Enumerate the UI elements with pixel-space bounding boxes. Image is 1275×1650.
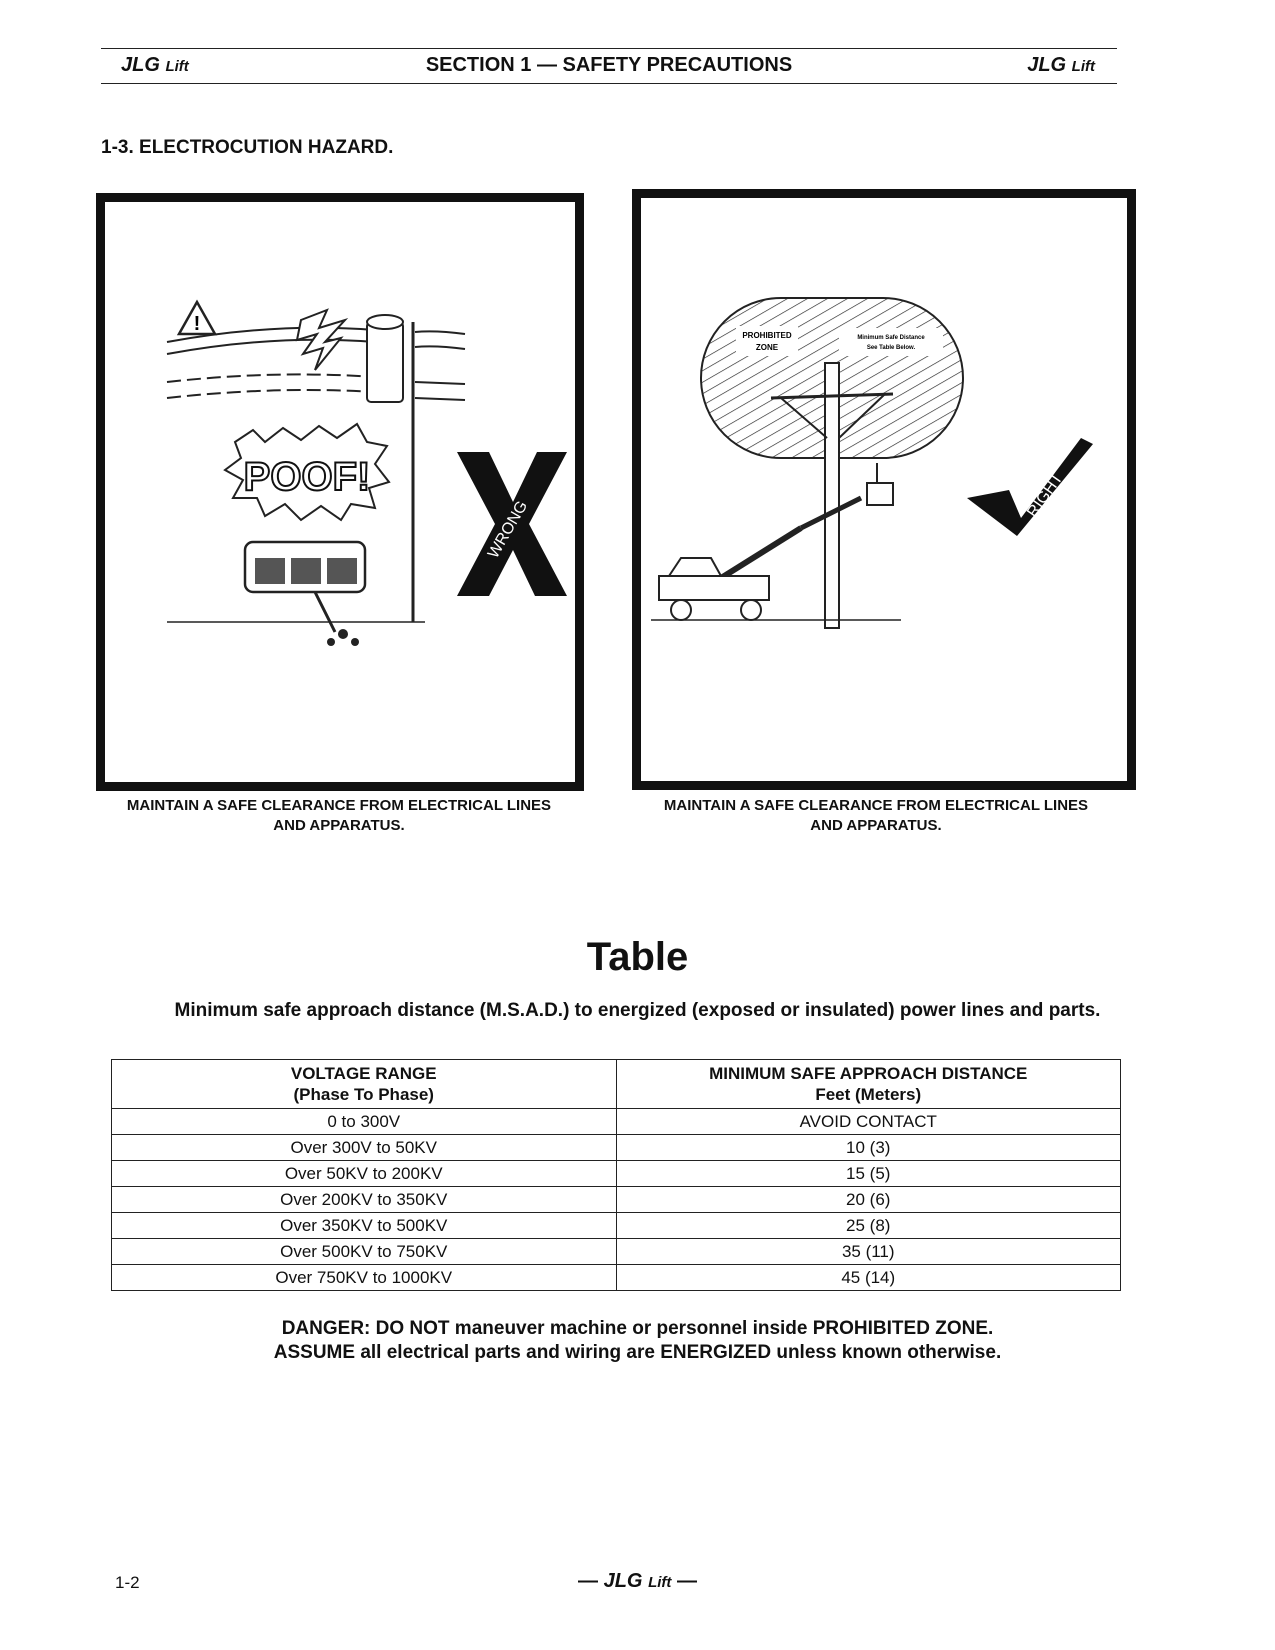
table-row (112, 1239, 1121, 1265)
table-row (112, 1213, 1121, 1239)
voltage-cell: Over 500KV to 750KV (112, 1239, 617, 1265)
distance-cell: AVOID CONTACT (616, 1109, 1121, 1135)
danger-line2: ASSUME all electrical parts and wiring are ENERGIZED unless known otherwise. (273, 1342, 1002, 1363)
wrong-caption (100, 796, 578, 836)
header-right-logo (1027, 54, 1095, 77)
distance-header-line1: MINIMUM SAFE APPROACH DISTANCE (709, 1064, 1028, 1083)
header-right-logo-text: JLG (1027, 54, 1067, 76)
footer-dash-left: — (578, 1570, 599, 1592)
voltage-cell: Over 350KV to 500KV (112, 1213, 617, 1239)
voltage-cell: Over 50KV to 200KV (112, 1161, 617, 1187)
table-row (112, 1135, 1121, 1161)
header-right-logo-suffix: Lift (1071, 58, 1095, 75)
table-title: Table (586, 935, 689, 979)
right-check-mark (967, 438, 1093, 536)
header-left-logo-suffix: Lift (165, 58, 189, 75)
right-caption-line1: MAINTAIN A SAFE CLEARANCE FROM ELECTRICAL LINES (663, 797, 1089, 814)
zone-label-line1: PROHIBITED (742, 331, 792, 340)
page-header (101, 48, 1117, 84)
wrong-caption-line2: AND APPARATUS. (273, 817, 405, 834)
header-left-logo-text: JLG (121, 54, 160, 76)
header-section-title: SECTION 1 — SAFETY PRECAUTIONS (425, 54, 793, 76)
table-row (112, 1161, 1121, 1187)
wrong-x-mark (457, 452, 567, 596)
distance-cell: 45 (14) (616, 1265, 1121, 1291)
wrong-illustration-panel (96, 193, 584, 791)
wrong-caption-line1: MAINTAIN A SAFE CLEARANCE FROM ELECTRICAL LINES (126, 797, 552, 814)
voltage-cell: Over 200KV to 350KV (112, 1187, 617, 1213)
table-row (112, 1109, 1121, 1135)
voltage-cell: Over 300V to 50KV (112, 1135, 617, 1161)
distance-cell: 35 (11) (616, 1239, 1121, 1265)
table-row (112, 1265, 1121, 1291)
table-subtitle: Minimum safe approach distance (M.S.A.D.) to energized (exposed or insulated) power lines and parts. (174, 1000, 1101, 1021)
svg-text:!: ! (193, 313, 201, 335)
section-heading: 1-3. ELECTROCUTION HAZARD. (101, 137, 394, 158)
distance-cell: 25 (8) (616, 1213, 1121, 1239)
distance-header (616, 1060, 1121, 1109)
distance-header-line2: Feet (Meters) (815, 1085, 922, 1104)
msad-table (111, 1059, 1121, 1291)
table-header-row (112, 1060, 1121, 1109)
zone-label-line2: ZONE (755, 343, 779, 352)
distance-cell: 10 (3) (616, 1135, 1121, 1161)
danger-notice (0, 1317, 1275, 1365)
msad-label-line1: Minimum Safe Distance (857, 335, 925, 341)
footer-logo-suffix: Lift (648, 1574, 672, 1591)
footer-logo (0, 1570, 1275, 1593)
wrong-illustration (105, 202, 575, 782)
distance-cell: 15 (5) (616, 1161, 1121, 1187)
header-left-logo (121, 54, 189, 77)
msad-label-line2: See Table Below. (866, 345, 916, 351)
right-illustration-panel (632, 189, 1136, 790)
voltage-header-line2: (Phase To Phase) (293, 1085, 434, 1104)
poof-text: POOF! (243, 455, 371, 499)
danger-line1: DANGER: DO NOT maneuver machine or personnel inside PROHIBITED ZONE. (281, 1318, 994, 1339)
voltage-cell: Over 750KV to 1000KV (112, 1265, 617, 1291)
page-number: 1-2 (115, 1573, 140, 1592)
right-caption-line2: AND APPARATUS. (810, 817, 942, 834)
right-caption (635, 796, 1117, 836)
table-row (112, 1187, 1121, 1213)
distance-cell: 20 (6) (616, 1187, 1121, 1213)
voltage-cell: 0 to 300V (112, 1109, 617, 1135)
footer-logo-text: JLG (603, 1570, 643, 1592)
right-mark-text: RIGHT (1024, 470, 1067, 521)
voltage-range-header (112, 1060, 617, 1109)
wrong-mark-text: WRONG (484, 498, 532, 562)
right-illustration (641, 198, 1127, 781)
voltage-header-line1: VOLTAGE RANGE (290, 1064, 437, 1083)
footer-dash-right: — (676, 1570, 697, 1592)
